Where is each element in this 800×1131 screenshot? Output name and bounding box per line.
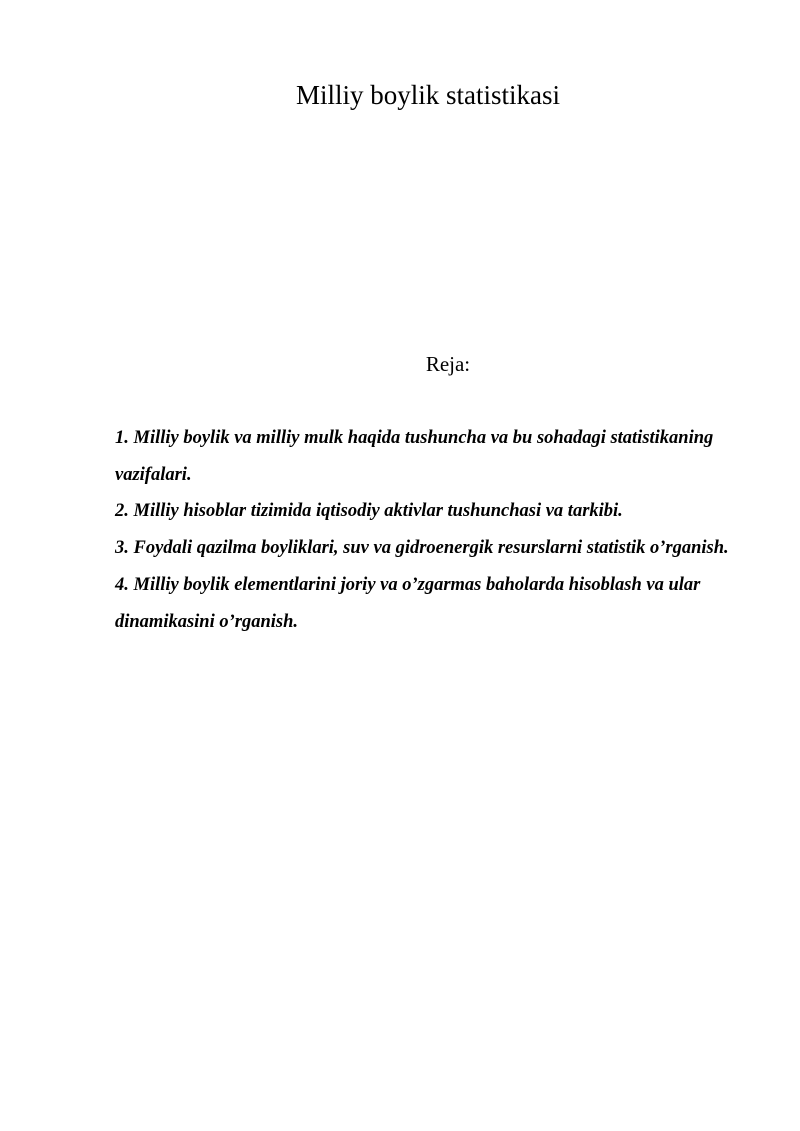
plan-item-1: 1. Milliy boylik va milliy mulk haqida tushuncha va bu sohadagi statistikaning vazifalari. <box>115 428 714 485</box>
plan-item-2: 2. Milliy hisoblar tizimida iqtisodiy aktivlar tushunchasi va tarkibi. <box>115 501 623 522</box>
plan-item-4: 4. Milliy boylik elementlarini joriy va o’zgarmas baholarda hisoblash va ular dinamikasini o’rganish. <box>115 574 701 632</box>
document-title: Milliy boylik statistikasi <box>295 80 560 110</box>
plan-list <box>115 420 755 640</box>
plan-heading: Reja: <box>425 352 471 376</box>
plan-item-3: 3. Foydali qazilma boyliklari, suv va gidroenergik resurslarni statistik o’rganish. <box>115 538 729 559</box>
